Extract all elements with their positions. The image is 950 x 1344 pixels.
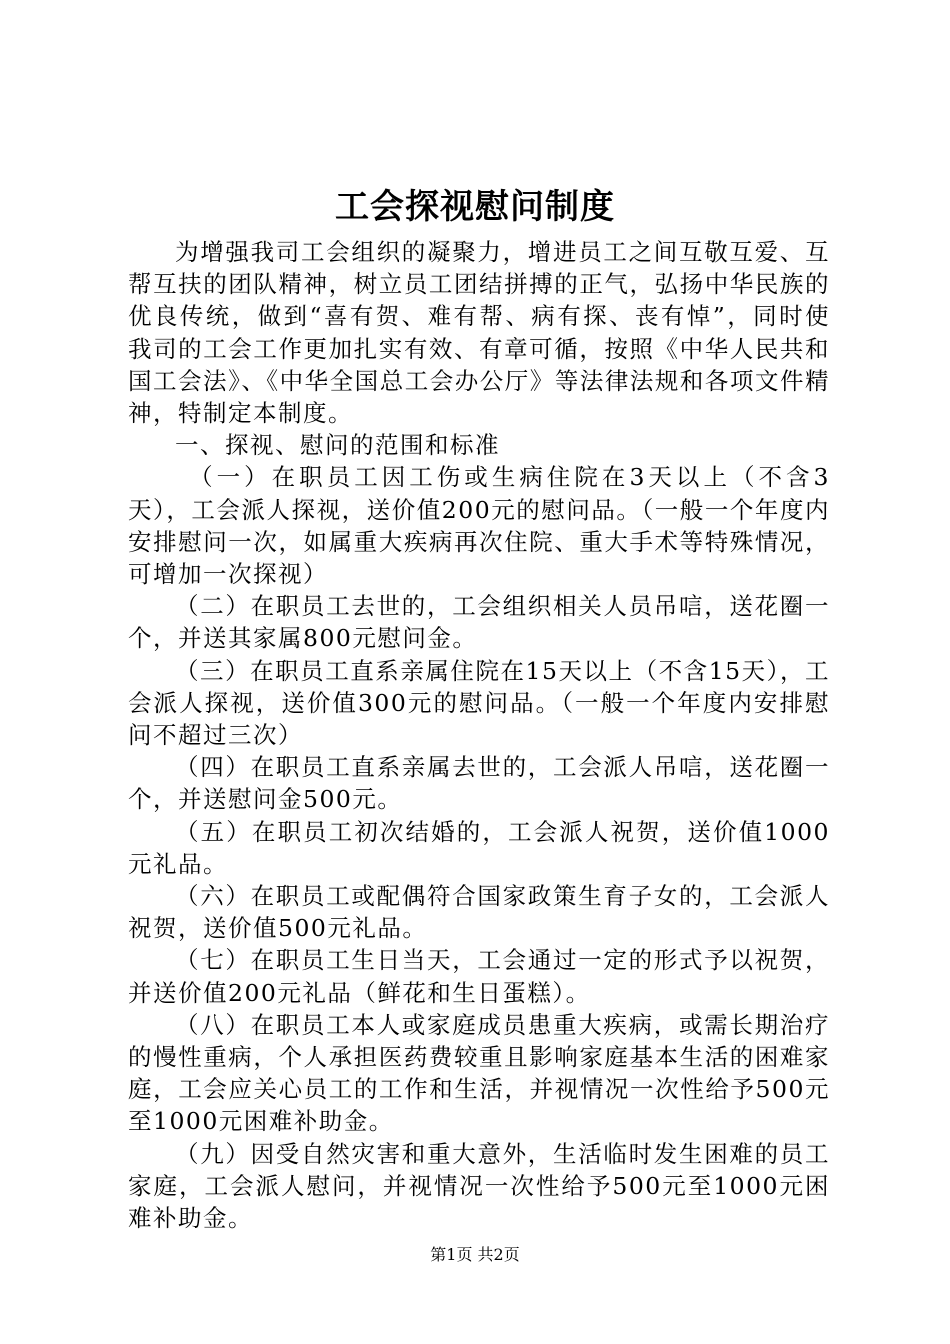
paragraph-item-1: （一）在职员工因工伤或生病住院在3天以上（不含3天），工会派人探视，送价值200元的慰问品。（一般一个年度内安排慰问一次，如属重大疾病再次住院、重大手术等特殊情况，可增加一次探视） [128,463,830,589]
paragraph-item-8: （八）在职员工本人或家庭成员患重大疾病，或需长期治疗的慢性重病，个人承担医药费较重且影响家庭基本生活的困难家庭，工会应关心员工的工作和生活，并视情况一次性给予500元至1000元困难补助金。 [128,1010,830,1136]
section-heading: 一、探视、慰问的范围和标准 [175,431,500,460]
paragraph-item-2: （二）在职员工去世的，工会组织相关人员吊唁，送花圈一个，并送其家属800元慰问金。 [128,592,830,653]
document-body [128,236,830,1234]
paragraph-item-3: （三）在职员工直系亲属住院在15天以上（不含15天），工会派人探视，送价值300元的慰问品。（一般一个年度内安排慰问不超过三次） [128,656,830,750]
paragraph-item-7: （七）在职员工生日当天，工会通过一定的形式予以祝贺，并送价值200元礼品（鲜花和生日蛋糕）。 [128,946,830,1007]
paragraph-item-9: （九）因受自然灾害和重大意外，生活临时发生困难的员工家庭，工会派人慰问，并视情况一次性给予500元至1000元困难补助金。 [128,1139,830,1233]
page-footer: 第1页 共2页 [430,1245,520,1264]
paragraph-item-5: （五）在职员工初次结婚的，工会派人祝贺，送价值1000元礼品。 [128,817,830,878]
paragraph-item-4: （四）在职员工直系亲属去世的，工会派人吊唁，送花圈一个，并送慰问金500元。 [128,753,830,814]
paragraph-item-6: （六）在职员工或配偶符合国家政策生育子女的，工会派人祝贺，送价值500元礼品。 [128,882,830,943]
paragraph-intro: 为增强我司工会组织的凝聚力，增进员工之间互敬互爱、互帮互扶的团队精神，树立员工团结拼搏的正气，弘扬中华民族的优良传统，做到“喜有贺、难有帮、病有探、丧有悼”，同时使我司的工会工作更加扎实有效、有章可循，按照《中华人民共和国工会法》、《中华全国总工会办公厅》等法律法规和各项文件精神，特制定本制度。 [128,238,830,428]
document-title: 工会探视慰问制度 [335,187,615,227]
